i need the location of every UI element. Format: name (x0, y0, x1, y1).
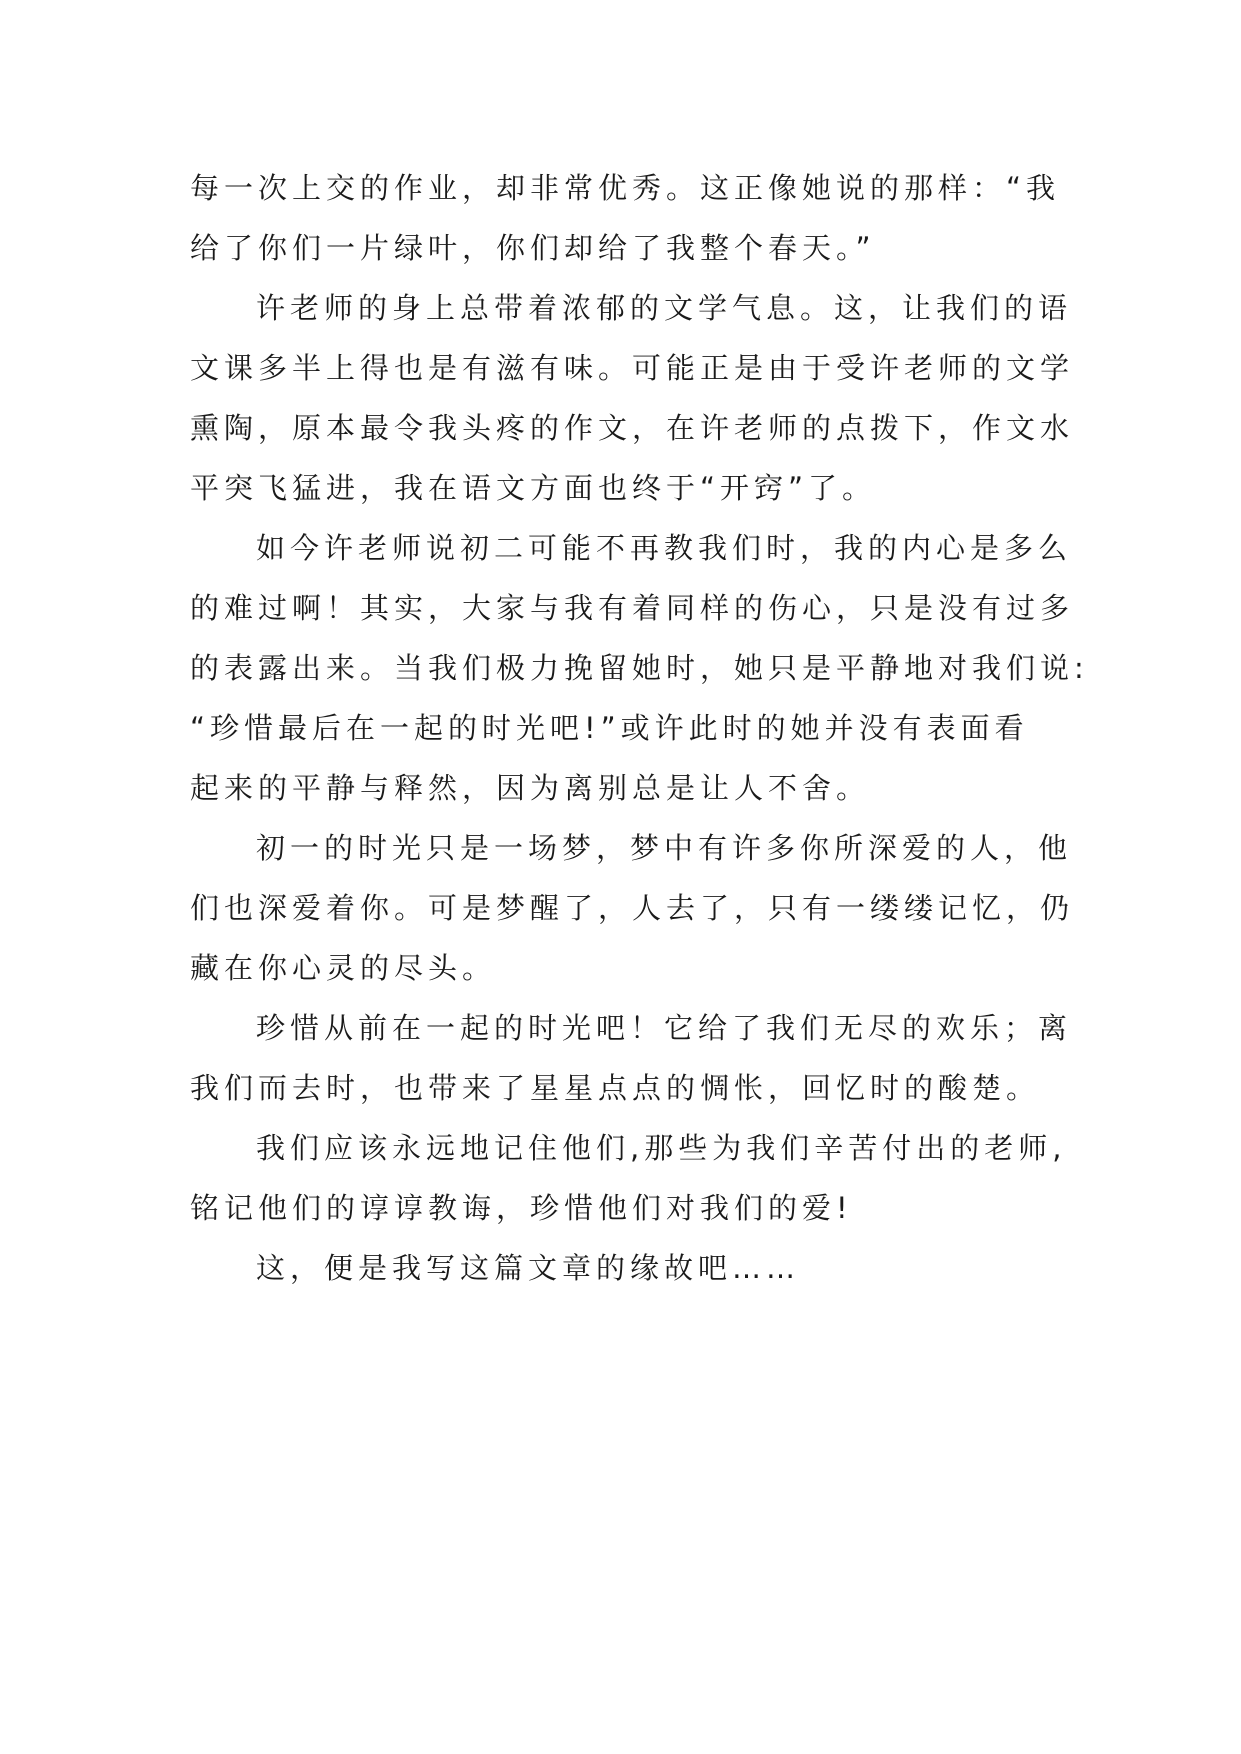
text-line: 熏陶，原本最令我头疼的作文，在许老师的点拨下，作文水 (190, 411, 1075, 445)
paragraph-start-line: 这，便是我写这篇文章的缘故吧…… (256, 1251, 801, 1285)
text-line: 起来的平静与释然，因为离别总是让人不舍。 (190, 771, 871, 805)
paragraph-start-line: 我们应该永远地记住他们,那些为我们辛苦付出的老师, (256, 1131, 1067, 1165)
paragraph-start-line: 珍惜从前在一起的时光吧！它给了我们无尽的欢乐；离 (256, 1011, 1073, 1045)
text-line: 每一次上交的作业，却非常优秀。这正像她说的那样：“我 (190, 171, 1061, 205)
text-line: 们也深爱着你。可是梦醒了，人去了，只有一缕缕记忆，仍 (190, 891, 1075, 925)
paragraph-start-line: 初一的时光只是一场梦，梦中有许多你所深爱的人，他 (256, 831, 1073, 865)
text-line: 铭记他们的谆谆教诲，珍惜他们对我们的爱! (190, 1191, 853, 1225)
text-line: 文课多半上得也是有滋有味。可能正是由于受许老师的文学 (190, 351, 1075, 385)
article-body (190, 158, 1089, 1298)
paragraph-start-line: 许老师的身上总带着浓郁的文学气息。这，让我们的语 (256, 291, 1073, 325)
text-line: 给了你们一片绿叶，你们却给了我整个春天。” (190, 231, 876, 265)
paragraph-start-line: 如今许老师说初二可能不再教我们时，我的内心是多么 (256, 531, 1073, 565)
text-line: “珍惜最后在一起的时光吧!”或许此时的她并没有表面看 (190, 711, 1029, 745)
text-line: 平突飞猛进，我在语文方面也终于“开窍”了。 (190, 471, 877, 505)
text-line: 的难过啊！其实，大家与我有着同样的伤心，只是没有过多 (190, 591, 1075, 625)
text-line: 的表露出来。当我们极力挽留她时，她只是平静地对我们说: (190, 651, 1089, 685)
text-line: 我们而去时，也带来了星星点点的惆怅，回忆时的酸楚。 (190, 1071, 1041, 1105)
text-line: 藏在你心灵的尽头。 (190, 951, 497, 985)
